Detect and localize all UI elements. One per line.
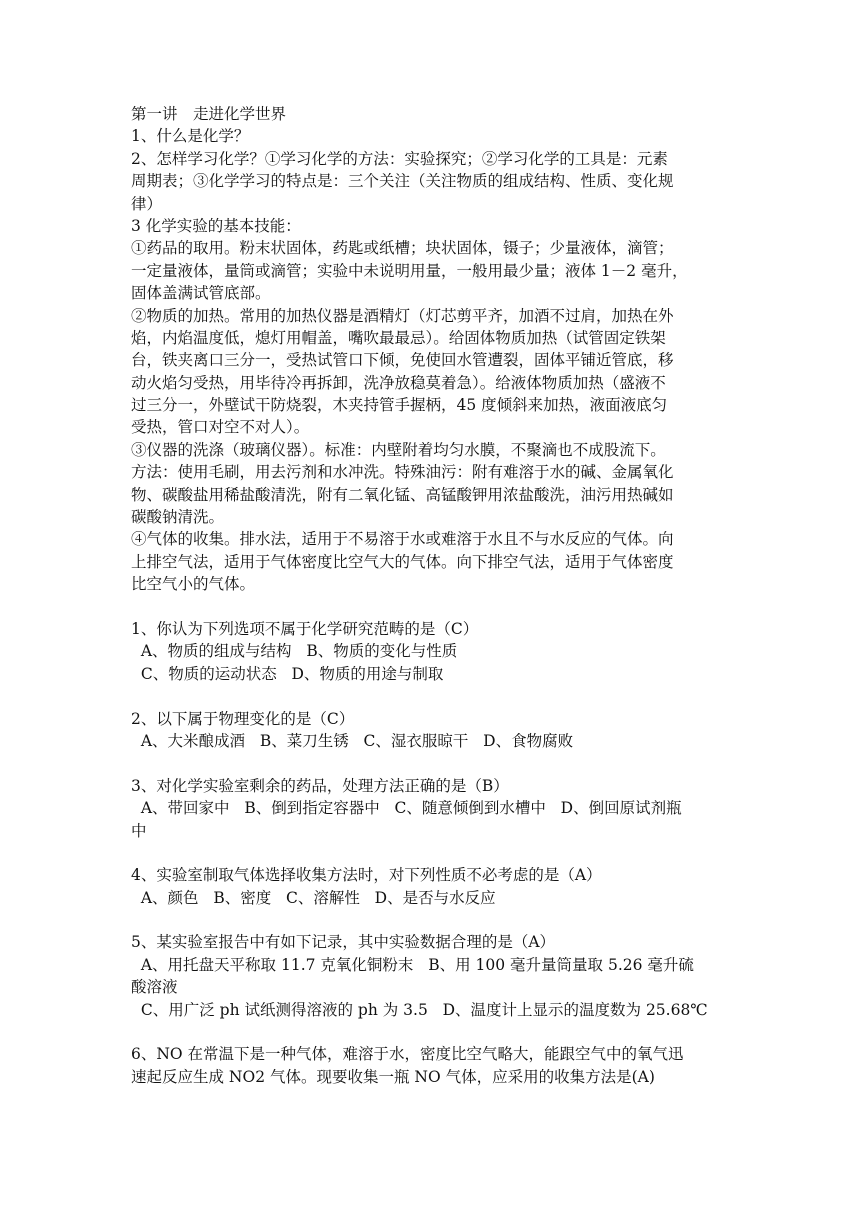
note-line: 律） xyxy=(131,194,163,213)
section-heading: 3 化学实验的基本技能： xyxy=(131,216,301,235)
note-line: ③仪器的洗涤（玻璃仪器）。标准：内壁附着均匀水膜，不聚滴也不成股流下。 xyxy=(131,440,666,459)
question-stem: 3、对化学实验室剩余的药品，处理方法正确的是（B） xyxy=(131,776,509,795)
question-stem: 4、实验室制取气体选择收集方法时，对下列性质不必考虑的是（A） xyxy=(131,866,602,885)
note-line: 过三分一，外壁试干防烧裂，木夹持管手握柄，45 度倾斜来加热，液面液底匀 xyxy=(131,396,668,415)
blank-line xyxy=(131,1021,731,1043)
question-stem: 5、某实验室报告中有如下记录，其中实验数据合理的是（A） xyxy=(131,933,556,952)
question-stem: 速起反应生成 NO2 气体。现要收集一瓶 NO 气体，应采用的收集方法是(A) xyxy=(131,1067,655,1086)
note-line: ①药品的取用。粉末状固体，药匙或纸槽；块状固体，镊子；少量液体，滴管； xyxy=(131,239,674,258)
question-options: C、物质的运动状态 D、物质的用途与制取 xyxy=(131,664,444,683)
question-options: C、用广泛 ph 试纸测得溶液的 ph 为 3.5 D、温度计上显示的温度数为 25.68℃ xyxy=(131,1000,708,1019)
question-stem: 2、以下属于物理变化的是（C） xyxy=(131,709,355,728)
note-line: 焰，内焰温度低，熄灯用帽盖，嘴吹最最忌）。给固体物质加热（试管固定铁架 xyxy=(131,328,666,347)
note-line: 动火焰匀受热，用毕待冷再拆卸，洗净放稳莫着急）。给液体物质加热（盛液不 xyxy=(131,373,666,392)
question-stem: 1、你认为下列选项不属于化学研究范畴的是（C） xyxy=(131,619,479,638)
note-line: 受热，管口对空不对人）。 xyxy=(131,418,310,437)
note-line: 2、怎样学习化学？①学习化学的方法：实验探究；②学习化学的工具是：元素 xyxy=(131,149,668,168)
note-line: 一定量液体，量筒或滴管；实验中未说明用量，一般用最少量；液体 1－2 毫升， xyxy=(131,261,688,280)
blank-line xyxy=(131,909,731,931)
question-options: 酸溶液 xyxy=(131,978,178,997)
note-line: 1、什么是化学？ xyxy=(131,127,250,146)
question-options: A、物质的组成与结构 B、物质的变化与性质 xyxy=(131,642,458,661)
question-options: A、带回家中 B、倒到指定容器中 C、随意倾倒到水槽中 D、倒回原试剂瓶 xyxy=(131,799,682,818)
note-line: 台，铁夹离口三分一，受热试管口下倾，免使回水管遭裂，固体平铺近管底，移 xyxy=(131,351,674,370)
lecture-title: 第一讲 走进化学世界 xyxy=(131,105,287,123)
question-options: A、颜色 B、密度 C、溶解性 D、是否与水反应 xyxy=(131,888,496,907)
question-stem: 6、NO 在常温下是一种气体，难溶于水，密度比空气略大，能跟空气中的氧气迅 xyxy=(131,1045,684,1064)
note-line: 物、碳酸盐用稀盐酸清洗，附有二氧化锰、高锰酸钾用浓盐酸洗，油污用热碱如 xyxy=(131,485,674,504)
blank-line xyxy=(131,752,731,774)
blank-line xyxy=(131,685,731,707)
document-body xyxy=(131,103,731,1088)
note-line: 方法：使用毛刷，用去污剂和水冲洗。特殊油污：附有难溶于水的碱、金属氧化 xyxy=(131,463,674,482)
note-line: 上排空气法，适用于气体密度比空气大的气体。向下排空气法，适用于气体密度 xyxy=(131,552,674,571)
question-options: A、大米酿成酒 B、菜刀生锈 C、湿衣服晾干 D、食物腐败 xyxy=(131,731,574,750)
note-line: 固体盖满试管底部。 xyxy=(131,284,271,303)
question-options: 中 xyxy=(131,821,147,840)
note-line: ④气体的收集。排水法，适用于不易溶于水或难溶于水且不与水反应的气体。向 xyxy=(131,530,674,549)
note-line: 碳酸钠清洗。 xyxy=(131,508,225,527)
note-line: 周期表；③化学学习的特点是：三个关注（关注物质的组成结构、性质、变化规 xyxy=(131,172,674,191)
note-line: 比空气小的气体。 xyxy=(131,575,256,594)
note-line: ②物质的加热。常用的加热仪器是酒精灯（灯芯剪平齐，加酒不过肩，加热在外 xyxy=(131,306,674,325)
blank-line xyxy=(131,842,731,864)
blank-line xyxy=(131,596,731,618)
question-options: A、用托盘天平称取 11.7 克氧化铜粉末 B、用 100 毫升量筒量取 5.26 毫升硫 xyxy=(131,955,694,974)
